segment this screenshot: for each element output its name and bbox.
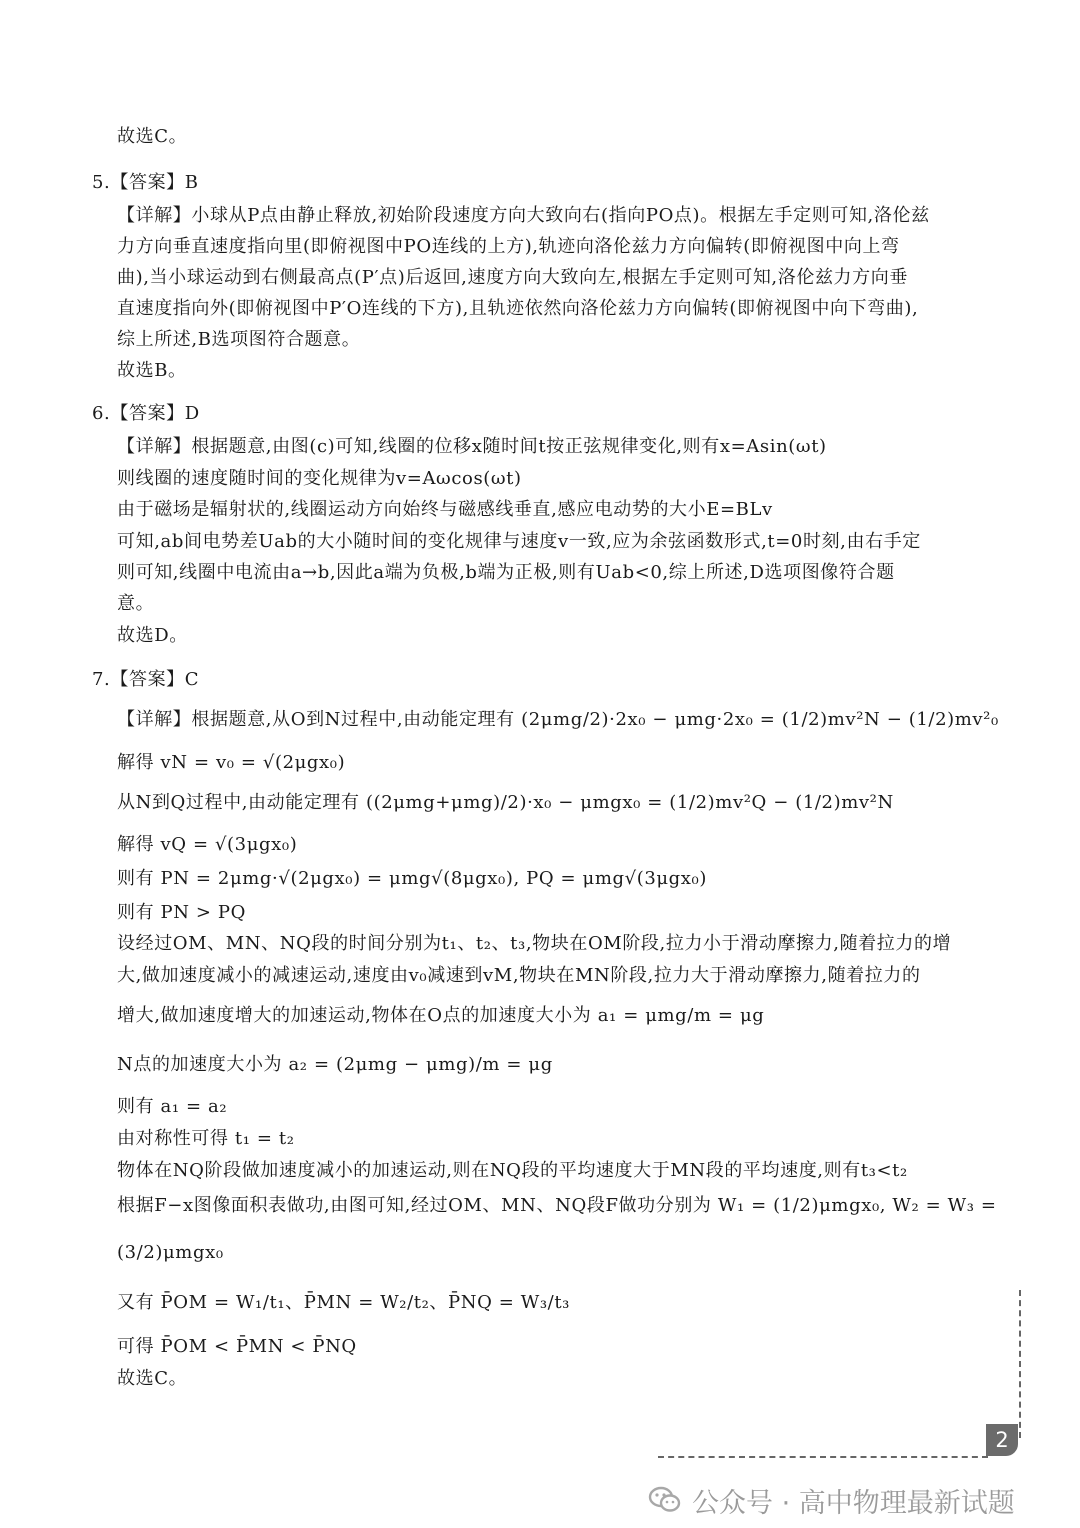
text-line: 增大,做加速度增大的加速运动,物体在O点的加速度大小为 a₁ = μmg/m = μg xyxy=(117,1005,765,1026)
text-line: 则有 PN = 2μmg·√(2μgx₀) = μmg√(8μgx₀), PQ = μmg√(3μgx₀) xyxy=(117,868,707,889)
footer-dashed-border-horizontal xyxy=(658,1456,988,1458)
text-line: 又有 P̄OM = W₁/t₁、P̄MN = W₂/t₂、P̄NQ = W₃/t₃ xyxy=(117,1292,570,1313)
watermark-text: 公众号 · 高中物理最新试题 xyxy=(692,1487,1015,1519)
text-line: N点的加速度大小为 a₂ = (2μmg − μmg)/m = μg xyxy=(117,1054,553,1075)
text-line: 5.【答案】B xyxy=(92,172,199,193)
text-line: 故选B。 xyxy=(117,360,187,381)
text-line: 意。 xyxy=(117,593,155,614)
page-number: 2 xyxy=(986,1424,1018,1456)
watermark xyxy=(648,1480,1015,1520)
text-line: 【详解】根据题意,由图(c)可知,线圈的位移x随时间t按正弦规律变化,则有x=Asin(ωt) xyxy=(117,436,827,457)
footer-dashed-border-vertical xyxy=(1019,1290,1021,1438)
text-line: 综上所述,B选项图符合题意。 xyxy=(117,329,361,350)
text-line: 力方向垂直速度指向里(即俯视图中PO连线的上方),轨迹向洛伦兹力方向偏转(即俯视图中向上弯 xyxy=(117,236,900,257)
text-line: 曲),当小球运动到右侧最高点(P′点)后返回,速度方向大致向左,根据左手定则可知,洛伦兹力方向垂 xyxy=(117,267,908,288)
text-line: (3/2)μmgx₀ xyxy=(117,1242,224,1263)
text-line: 大,做加速度减小的减速运动,速度由v₀减速到vM,物块在MN阶段,拉力大于滑动摩擦力,随着拉力的 xyxy=(117,965,921,986)
text-line: 从N到Q过程中,由动能定理有 ((2μmg+μmg)/2)·x₀ − μmgx₀ = (1/2)mv²Q − (1/2)mv²N xyxy=(117,792,894,813)
text-line: 设经过OM、MN、NQ段的时间分别为t₁、t₂、t₃,物块在OM阶段,拉力小于滑动摩擦力,随着拉力的增 xyxy=(117,933,952,954)
text-line: 故选D。 xyxy=(117,625,188,646)
text-line: 故选C。 xyxy=(117,1368,188,1389)
text-line: 则可知,线圈中电流由a→b,因此a端为负极,b端为正极,则有Uab<0,综上所述,D选项图像符合题 xyxy=(117,562,895,583)
text-line: 物体在NQ阶段做加速度减小的加速运动,则在NQ段的平均速度大于MN段的平均速度,则有t₃<t₂ xyxy=(117,1160,908,1181)
text-line: 解得 vN = v₀ = √(2μgx₀) xyxy=(117,752,346,773)
text-line: 解得 vQ = √(3μgx₀) xyxy=(117,834,298,855)
text-line: 【详解】根据题意,从O到N过程中,由动能定理有 (2μmg/2)·2x₀ − μmg·2x₀ = (1/2)mv²N − (1/2)mv²₀ xyxy=(117,709,999,730)
text-line: 则线圈的速度随时间的变化规律为v=Aωcos(ωt) xyxy=(117,468,522,489)
text-line: 则有 a₁ = a₂ xyxy=(117,1096,228,1117)
text-line: 直速度指向外(即俯视图中P′O连线的下方),且轨迹依然向洛伦兹力方向偏转(即俯视图中向下弯曲), xyxy=(117,298,919,319)
text-line: 由对称性可得 t₁ = t₂ xyxy=(117,1128,295,1149)
wechat-icon xyxy=(648,1485,682,1515)
text-line: 【详解】小球从P点由静止释放,初始阶段速度方向大致向右(指向PO点)。根据左手定则可知,洛伦兹 xyxy=(117,205,930,226)
text-line: 6.【答案】D xyxy=(92,403,200,424)
text-line: 则有 PN > PQ xyxy=(117,902,246,923)
text-line: 由于磁场是辐射状的,线圈运动方向始终与磁感线垂直,感应电动势的大小E=BLv xyxy=(117,499,773,520)
text-line: 故选C。 xyxy=(117,126,188,147)
text-line: 7.【答案】C xyxy=(92,669,200,690)
text-line: 根据F−x图像面积表做功,由图可知,经过OM、MN、NQ段F做功分别为 W₁ = (1/2)μmgx₀, W₂ = W₃ = xyxy=(117,1195,997,1216)
text-line: 可知,ab间电势差Uab的大小随时间的变化规律与速度v一致,应为余弦函数形式,t=0时刻,由右手定 xyxy=(117,531,921,552)
text-line: 可得 P̄OM < P̄MN < P̄NQ xyxy=(117,1336,357,1357)
